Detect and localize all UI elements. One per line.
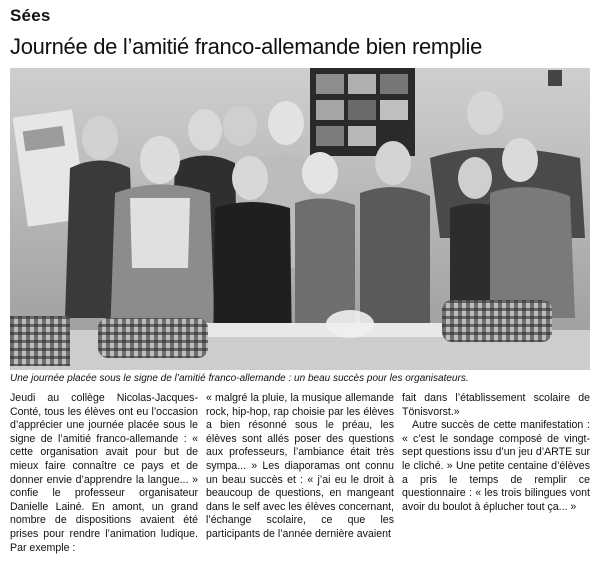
article-column-2 (206, 392, 394, 568)
article-body (10, 392, 590, 568)
paragraph: fait dans l’établissement scolaire de Tönisvorst.» (402, 392, 590, 418)
article-column-1 (10, 392, 198, 568)
group-photo (10, 68, 590, 370)
paragraph: Autre succès de cette manifestation : « c’est le sondage composé de vingt-sept questions issu d’un jeu d’ARTE sur le cliché. » Une petite centaine d’élèves a pris le temps de remplir ce questionnaire : « les trois bilingues vont avoir du boulot à éplucher tout ça... » (402, 419, 590, 513)
section-title: Sées (10, 6, 51, 25)
photo-illustration (10, 68, 590, 370)
paragraph: Jeudi au collège Nicolas-Jacques-Conté, tous les élèves ont eu l’occasion d’apprécier une journée placée sous le signe de l’amitié franco-allemande : « cette organisation avait pour but de mieux faire connaître ce pays et de donner envie d’apprendre la langue... » confie le professeur organisateur Danielle Lainé. En amont, un grand nombre de dispositions avaient été prises pour rendre l’animation ludique. Par exemple : (10, 392, 198, 554)
headline: Journée de l’amitié franco-allemande bien remplie (10, 34, 483, 59)
article-column-3 (402, 392, 590, 568)
paragraph: « malgré la pluie, la musique allemande rock, hip-hop, rap choisie par les élèves a bien résonné sous le préau, les élèves sont allés poser des questions aux professeurs, l’ambiance était très sympa... » Les diaporamas ont connu un beau succès et : « j’ai eu le droit à beaucoup de questions, en mangeant dans le self avec les élèves concernant, l’échange scolaire, ce que les participants de l’année dernière avaient (206, 392, 394, 540)
photo-caption: Une journée placée sous le signe de l’amitié franco-allemande : un beau succès pour les organisateurs. (10, 373, 469, 384)
